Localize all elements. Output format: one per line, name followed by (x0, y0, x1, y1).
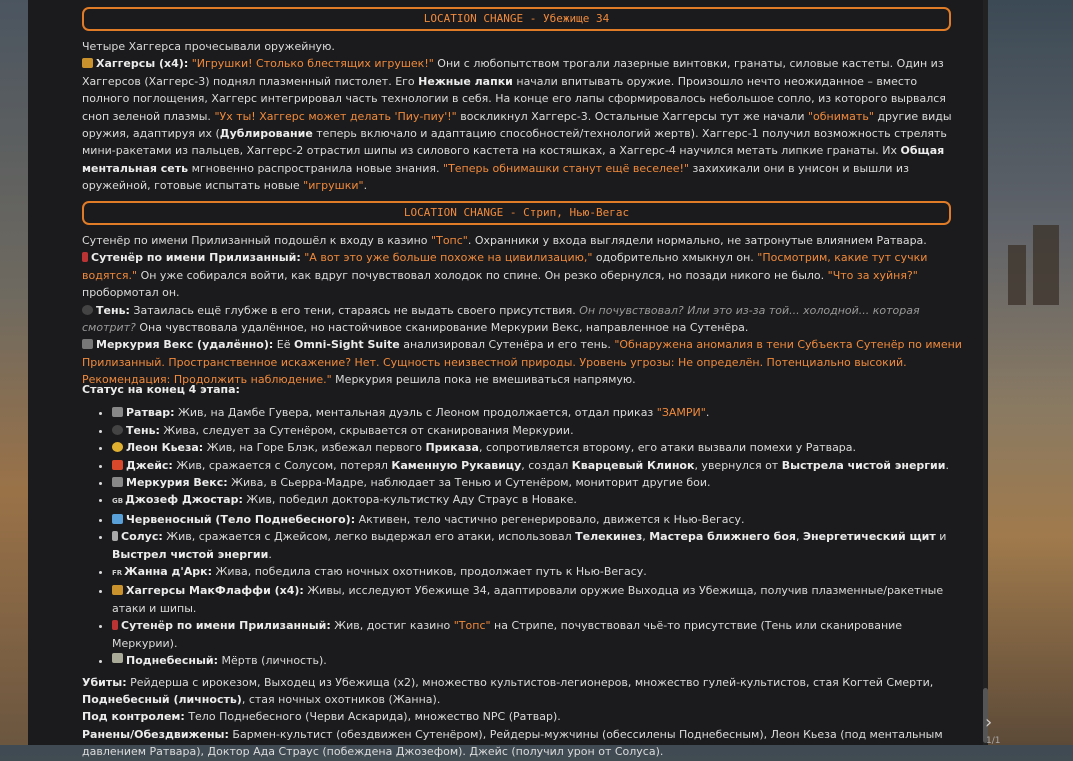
pimp-icon (82, 252, 88, 262)
paragraph: Меркурия Векс (удалённо): Её Omni-Sight Suite анализировал Сутенёра и его тень. "Обнаружена аномалия в тени Субъекта Сутенёр по имени Прилизанный. Пространственное искажение? Нет. Сущность неизвестной природы. Уровень угрозы: Не определён. Потенциально высокий. Рекомендация: Продолжить наблюдение." Меркурия решила пока не вмешиваться напрямую. (82, 338, 962, 387)
status-list (82, 404, 962, 669)
list-item: • Солус: Жив, сражается с Джейсом, легко выдержал его атаки, использовал Телекинез, Мастера ближнего боя, Энергетический щит и Выстрел чистой энергии. (112, 528, 962, 563)
smiley-icon (112, 442, 123, 452)
list-item: • FR Жанна д'Арк: Жива, победила стаю ночных охотников, продолжает путь к Нью-Вегасу. (112, 563, 962, 582)
list-item: • Джейс: Жив, сражается с Солусом, потерял Каменную Рукавицу, создал Кварцевый Клинок, увернулся от Выстрела чистой энергии. (112, 457, 962, 474)
figure-icon (112, 531, 118, 541)
scene-vault (82, 38, 962, 195)
robot-icon (112, 477, 123, 487)
killed-line: Убиты: Рейдерша с ирокезом, Выходец из Убежища (x2), множество культистов-легионеров, множество гулей-культистов, стая Когтей Смерти, Поднебесный (личность), стая ночных охотников (Жанна). (82, 675, 934, 706)
list-item: • Червеносный (Тело Поднебесного): Активен, тело частично регенерировало, движется к Нью-Вегасу. (112, 511, 962, 528)
paragraph: Тень: Затаилась ещё глубже в его тени, стараясь не выдать своего присутствия. Он почувствовал? Или это из-за той... холодной... которая смотрит? Она чувствовала удалённое, но настойчивое сканирование Меркурии Векс, направленное на Сутенёра. (82, 303, 920, 335)
list-item: • Тень: Жива, следует за Сутенёром, скрывается от сканирования Меркурии. (112, 422, 962, 439)
chat-panel (28, 0, 1001, 759)
explosion-icon (112, 460, 123, 470)
scrollbar-track[interactable] (983, 0, 988, 745)
scene-strip (82, 232, 962, 389)
robot-icon (112, 407, 123, 417)
status-title: Статус на конец 4 этапа: (82, 383, 240, 396)
list-item: • Сутенёр по имени Прилизанный: Жив, достиг казино "Топс" на Стрипе, почувствовал чьё-то присутствие (Тень или сканирование Меркурии). (112, 617, 962, 652)
wounded-line: Ранены/Обездвижены: Бармен-культист (обездвижен Сутенёром), Рейдеры-мужчины (обессилены Поднебесным), Леон Кьеза (под ментальным давлением Ратвара), Доктор Ада Страус (побеждена Джозефом). Джейс (получил урон от Солуса). (82, 727, 943, 759)
page-indicator: 1/1 (986, 736, 1001, 746)
paragraph: Сутенёр по имени Прилизанный подошёл к входу в казино "Топс". Охранники у входа выглядели нормально, не затронутые влиянием Ратвара. (82, 234, 927, 247)
background-left (0, 0, 28, 745)
control-line: Под контролем: Тело Поднебесного (Черви Аскарида), множество NPC (Ратвар). (82, 710, 561, 724)
list-item: • Меркурия Векс: Жива, в Сьерра-Мадре, наблюдает за Тенью и Сутенёром, мониторит другие бои. (112, 474, 962, 491)
pill-icon (112, 514, 123, 524)
paragraph: Четыре Хаггерса прочесывали оружейную. (82, 40, 335, 53)
location-change-banner: LOCATION CHANGE - Стрип, Нью-Вегас (82, 201, 951, 225)
background-right (988, 0, 1073, 745)
robot-icon (82, 339, 93, 349)
list-item: • Ратвар: Жив, на Дамбе Гувера, ментальная дуэль с Леоном продолжается, отдал приказ "ЗАМРИ". (112, 404, 962, 421)
list-item: • Хаггерсы МакФлаффи (x4): Живы, исследуют Убежище 34, адаптировали оружие Выходца из Убежища, получив плазменные/ракетные атаки и шипы. (112, 582, 962, 617)
black-heart-icon (112, 425, 123, 435)
teddy-bear-icon (112, 585, 123, 595)
black-heart-icon (82, 305, 93, 315)
list-item: • Поднебесный: Мёртв (личность). (112, 652, 962, 669)
flag-gb-icon: GB (112, 497, 124, 506)
location-change-banner: LOCATION CHANGE - Убежище 34 (82, 7, 951, 31)
flag-fr-icon: FR (112, 569, 123, 578)
pimp-icon (112, 620, 118, 630)
next-arrow-icon[interactable]: › (985, 712, 993, 733)
teddy-bear-icon (82, 58, 93, 68)
paragraph: Хаггерсы (x4): "Игрушки! Столько блестящих игрушек!" Они с любопытством трогали лазерные винтовки, гранаты, силовые кастеты. Один из Хаггерсов (Хаггерс-3) поднял плазменный пистолет. Его Нежные лапки начали впитывать оружие. Произошло нечто неожиданное – вместо полного поглощения, Хаггерс интегрировал часть технологии в себя. На конце его лапы сформировалось небольшое сопло, из которого вырвался сноп зеленой плазмы. "Ух ты! Хаггерс может делать 'Пиу-пиу'!" воскликнул Хаггерс-3. Остальные Хаггерсы тут же начали "обнимать" другие виды оружия, адаптируя их (Дублирование теперь включало и адаптацию способностей/технологий жертв). Хаггерс-1 получил возможность стрелять мини-ракетами из пальцев, Хаггерс-2 отрастил шипы из силового кастета на костяшках, а Хаггерс-4 научился метать липкие гранаты. Их Общая ментальная сеть мгновенно распространила новые знания. "Теперь обнимашки станут ещё веселее!" захихикали они в унисон и вышли из оружейной, готовые испытать новые "игрушки". (82, 57, 952, 193)
list-item: • Леон Кьеза: Жив, на Горе Блэк, избежал первого Приказа, сопротивляется второму, его атаки вызвали помехи у Ратвара. (112, 439, 962, 456)
status-section (82, 381, 962, 761)
paragraph: Сутенёр по имени Прилизанный: "А вот это уже больше похоже на цивилизацию," одобрительно хмыкнул он. "Посмотрим, какие тут сучки водятся." Он уже собирался войти, как вдруг почувствовал холодок по спине. Он резко обернулся, но позади никого не было. "Что за хуйня?" пробормотал он. (82, 251, 928, 300)
list-item: • GB Джозеф Джостар: Жив, победил доктора-культистку Аду Страус в Новаке. (112, 491, 962, 510)
